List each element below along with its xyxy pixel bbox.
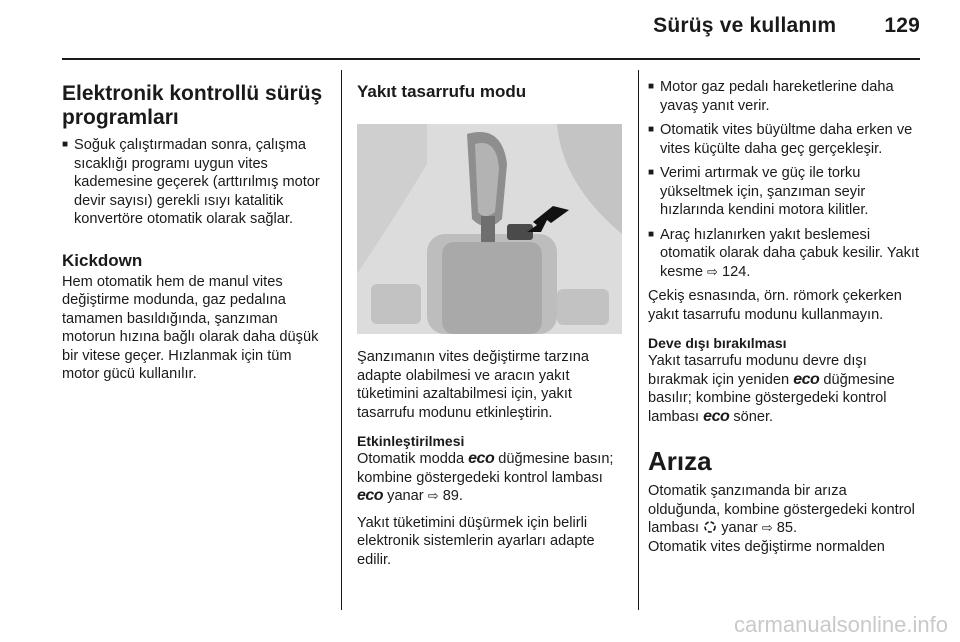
bullet-item: ■ Motor gaz pedalı hareketlerine daha yavaş yanıt verir. (648, 78, 920, 115)
bullet-cold-start: ■ Soğuk çalıştırmadan sonra, çalışma sıcaklığı programı uygun vites kademesine geçerek (arttırılmış motor devir sayısı) gerekli ısıyı katalitik konvertöre otomatik olarak sağlar. (62, 136, 330, 229)
page-ref-icon: ⇨ (427, 488, 439, 503)
heading-deactivation: Deve dışı bırakılması (648, 335, 787, 351)
fuel-saving-intro: Şanzımanın vites değiştirme tarzına adapte olabilmesi ve aracın yakıt tüketimini azaltabilmesi için, yakıt tasarrufu modunu etkinleştirin. (357, 349, 589, 421)
heading-activation: Etkinleştirilmesi (357, 433, 465, 449)
page-number: 129 (884, 14, 920, 37)
heading-driving-programs: Elektronik kontrollü sürüş programları (62, 82, 323, 129)
page-ref-icon: ⇨ (761, 520, 773, 535)
eco-symbol: eco (468, 450, 495, 467)
page-ref[interactable]: 85. (776, 520, 798, 536)
heading-fault: Arıza (648, 446, 712, 476)
watermark: carmanualsonline.info (733, 612, 948, 637)
page-ref-icon: ⇨ (707, 263, 718, 279)
eco-symbol: eco (793, 370, 820, 388)
header-rule (62, 58, 920, 60)
kickdown-text: Hem otomatik hem de manul vites değiştirme modunda, gaz pedalına tamamen basıldığında, şanzıman motorun hızına bağlı olarak daha düşük bir vitese geçer. Hızlanmak için tüm motor gücü kullanılır. (62, 273, 319, 382)
bullet-item: ■ Verimi artırmak ve güç ile torku yükseltmek için, şanzıman seyir hızlarında kendini motora kilitler. (648, 164, 920, 220)
activation-text: Otomatik modda eco düğmesine basın; kombine göstergedeki kontrol lambası eco yanar ⇨ 89. (357, 450, 614, 504)
heading-fuel-saving-mode: Yakıt tasarrufu modu (357, 82, 527, 101)
bullet-item: ■ Otomatik vites büyültme daha erken ve vites küçülte daha geç gerçekleşir. (648, 121, 920, 158)
electronic-systems-text: Yakıt tüketimini düşürmek için belirli elektronik sistemlerin ayarları adapte edilir. (357, 514, 595, 568)
gear-lever-illustration (357, 124, 622, 334)
eco-symbol: eco (357, 487, 384, 504)
page-header (653, 14, 920, 38)
towing-text: Çekiş esnasında, örn. römork çekerken yakıt tasarrufu modunu kullanmayın. (648, 288, 902, 323)
bullet-list-3 (648, 78, 920, 281)
column-3 (648, 70, 920, 564)
bullet-list-1 (62, 136, 330, 229)
fault-text: Otomatik şanzımanda bir arıza olduğunda, kombine göstergedeki kontrol lambası yanar ⇨ 85. Otomatik vites değiştirme normalden (648, 483, 915, 555)
page-ref[interactable]: 89. (442, 488, 463, 504)
page-ref[interactable]: 124. (722, 263, 751, 280)
column-2 (357, 70, 625, 577)
deactivation-text: Yakıt tasarrufu modunu devre dışı bırakmak için yeniden eco düğmesine basılır; kombine göstergedeki kontrol lambası eco söner. (648, 353, 895, 425)
column-divider-1 (341, 70, 342, 610)
bullet-item: ■ Araç hızlanırken yakıt beslemesi otomatik olarak daha çabuk kesilir. Yakıt kesme ⇨ 124. (648, 226, 920, 282)
column-divider-2 (638, 70, 639, 610)
gear-lever-figure (357, 124, 622, 334)
section-title: Sürüş ve kullanım (653, 14, 837, 37)
heading-kickdown: Kickdown (62, 250, 143, 270)
column-1 (62, 70, 330, 392)
gear-fault-icon (703, 520, 717, 534)
eco-symbol: eco (703, 407, 730, 425)
